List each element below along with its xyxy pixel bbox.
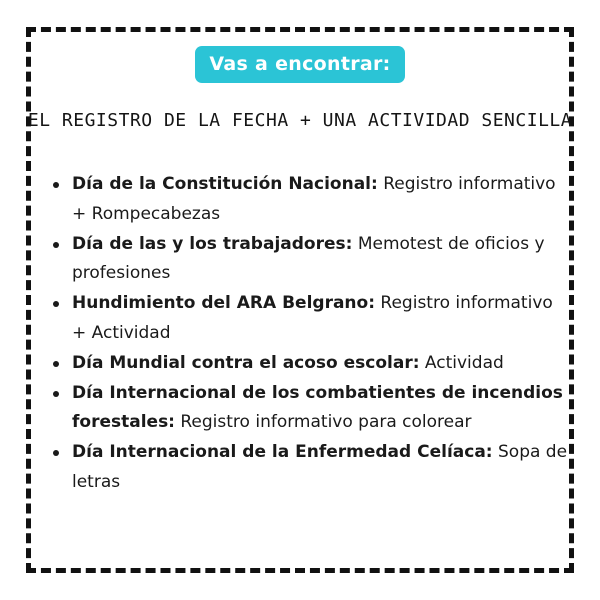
- item-title: Hundimiento del ARA Belgrano:: [72, 293, 376, 314]
- item-title: Día de la Constitución Nacional:: [72, 174, 378, 194]
- list-item: [72, 349, 572, 379]
- item-title: Día Mundial contra el acoso escolar:: [72, 352, 420, 373]
- item-desc: Registro informativo para colorear: [174, 412, 472, 433]
- item-desc: Actividad: [419, 352, 504, 373]
- item-title: Día Internacional de los combatientes de incendios forestales:: [72, 382, 563, 433]
- item-desc: Registro informativo + Actividad: [72, 293, 553, 343]
- list-item: [72, 289, 572, 349]
- header-badge-wrap: [0, 46, 600, 83]
- activity-list: [50, 170, 572, 498]
- item-desc: Sopa de letras: [72, 442, 568, 492]
- list-item: [72, 438, 572, 498]
- subtitle: EL REGISTRO DE LA FECHA + UNA ACTIVIDAD SENCILLA: [27, 110, 573, 131]
- item-desc: Memotest de oficios y profesiones: [72, 233, 545, 284]
- list-item: [72, 230, 572, 290]
- item-desc: Registro informativo + Rompecabezas: [72, 174, 556, 224]
- list-item: [72, 379, 572, 439]
- header-badge: Vas a encontrar:: [195, 46, 404, 83]
- item-title: Día de las y los trabajadores:: [72, 233, 353, 254]
- list-item: [72, 170, 572, 230]
- item-title: Día Internacional de la Enfermedad Celíaca:: [72, 442, 493, 463]
